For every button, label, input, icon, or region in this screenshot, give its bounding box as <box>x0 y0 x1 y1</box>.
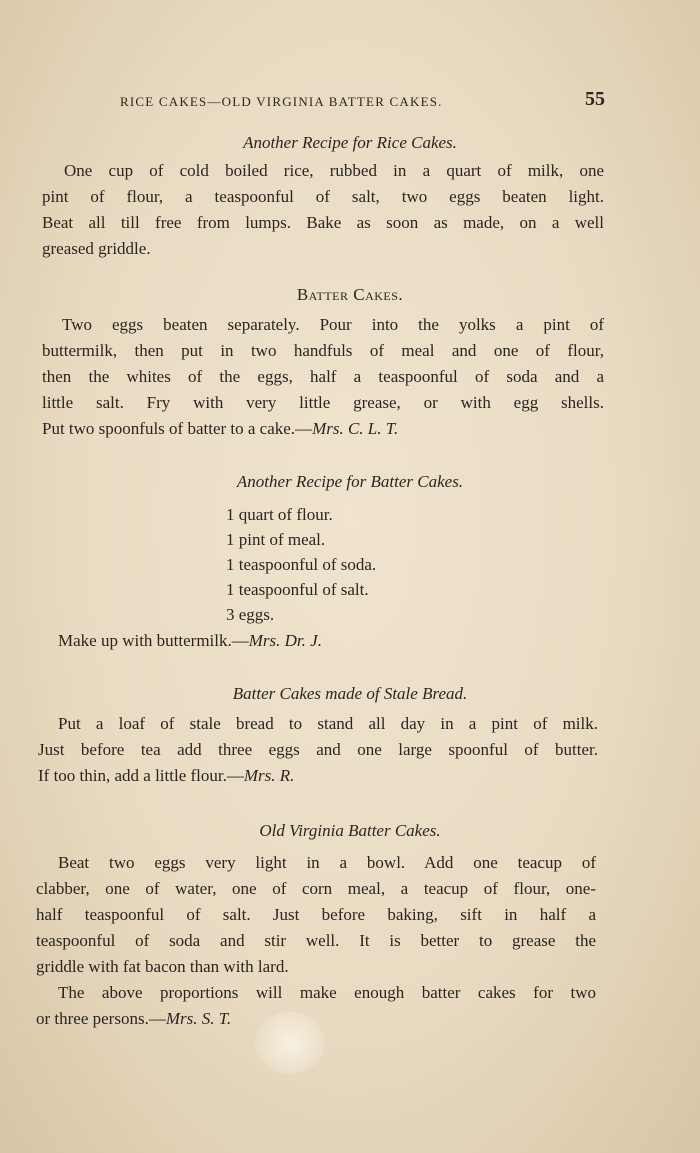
recipe-title-stale-bread: Batter Cakes made of Stale Bread. <box>232 684 468 703</box>
signature: Mrs. Dr. J. <box>248 631 322 650</box>
recipe-body-batter-cakes <box>42 312 604 442</box>
text-line-body: Put two spoonfuls of batter to a cake.— <box>42 419 313 438</box>
text-line: pint of flour, a teaspoonful of salt, two eggs beaten light. <box>42 187 604 206</box>
recipe-body-rice-cakes <box>42 158 604 262</box>
text-line: Beat two eggs very light in a bowl. Add one teacup of <box>58 853 596 872</box>
ingredient-list <box>226 502 376 627</box>
text-line: clabber, one of water, one of corn meal, a teacup of flour, one- <box>36 879 596 898</box>
text-line-body: If too thin, add a little flour.— <box>38 766 244 785</box>
ingredient-item: 1 teaspoonful of soda. <box>226 555 377 574</box>
text-line: griddle with fat bacon than with lard. <box>36 957 289 976</box>
recipe-body-stale-bread <box>38 711 598 789</box>
recipe-closing-batter-cakes-2 <box>58 628 322 654</box>
text-line: buttermilk, then put in two handfuls of meal and one of flour, <box>42 341 604 360</box>
text-line-body: Make up with buttermilk.— <box>58 631 249 650</box>
text-line: teaspoonful of soda and stir well. It is better to grease the <box>36 931 596 950</box>
text-line: half teaspoonful of salt. Just before baking, sift in half a <box>36 905 596 924</box>
recipe-title-batter-cakes-2: Another Recipe for Batter Cakes. <box>236 472 464 491</box>
text-line-body: or three persons.— <box>36 1009 166 1028</box>
signature: Mrs. R. <box>243 766 295 785</box>
recipe-title-old-virginia: Old Virginia Batter Cakes. <box>259 821 441 840</box>
text-line <box>58 628 322 654</box>
text-line <box>38 763 598 789</box>
recipe-body-old-virginia <box>36 850 596 1032</box>
text-line <box>42 416 604 442</box>
recipe-title-rice-cakes: Another Recipe for Rice Cakes. <box>243 133 457 152</box>
text-line: Put a loaf of stale bread to stand all day in a pint of milk. <box>58 714 598 733</box>
text-line: Just before tea add three eggs and one large spoonful of butter. <box>38 740 598 759</box>
signature: Mrs. C. L. T. <box>312 419 399 438</box>
text-line: little salt. Fry with very little grease, or with egg shells. <box>42 393 604 412</box>
ingredient-item: 1 teaspoonful of salt. <box>226 580 369 599</box>
signature: Mrs. S. T. <box>165 1009 232 1028</box>
text-line: greased griddle. <box>42 239 151 258</box>
ingredient-item: 3 eggs. <box>226 605 275 624</box>
text-line: One cup of cold boiled rice, rubbed in a quart of milk, one <box>64 161 604 180</box>
running-head-title: RICE CAKES—OLD VIRGINIA BATTER CAKES. <box>120 94 443 109</box>
text-line: then the whites of the eggs, half a teaspoonful of soda and a <box>42 367 604 386</box>
text-line: Beat all till free from lumps. Bake as soon as made, on a well <box>42 213 604 232</box>
text-line: Two eggs beaten separately. Pour into the yolks a pint of <box>62 315 604 334</box>
recipe-title-batter-cakes: Batter Cakes. <box>296 285 404 304</box>
ingredient-item: 1 pint of meal. <box>226 530 326 549</box>
ingredient-item: 1 quart of flour. <box>226 505 333 524</box>
page-number: 55 <box>585 88 605 110</box>
text-line: The above proportions will make enough batter cakes for two <box>58 983 596 1002</box>
paper-stain <box>255 1012 325 1074</box>
